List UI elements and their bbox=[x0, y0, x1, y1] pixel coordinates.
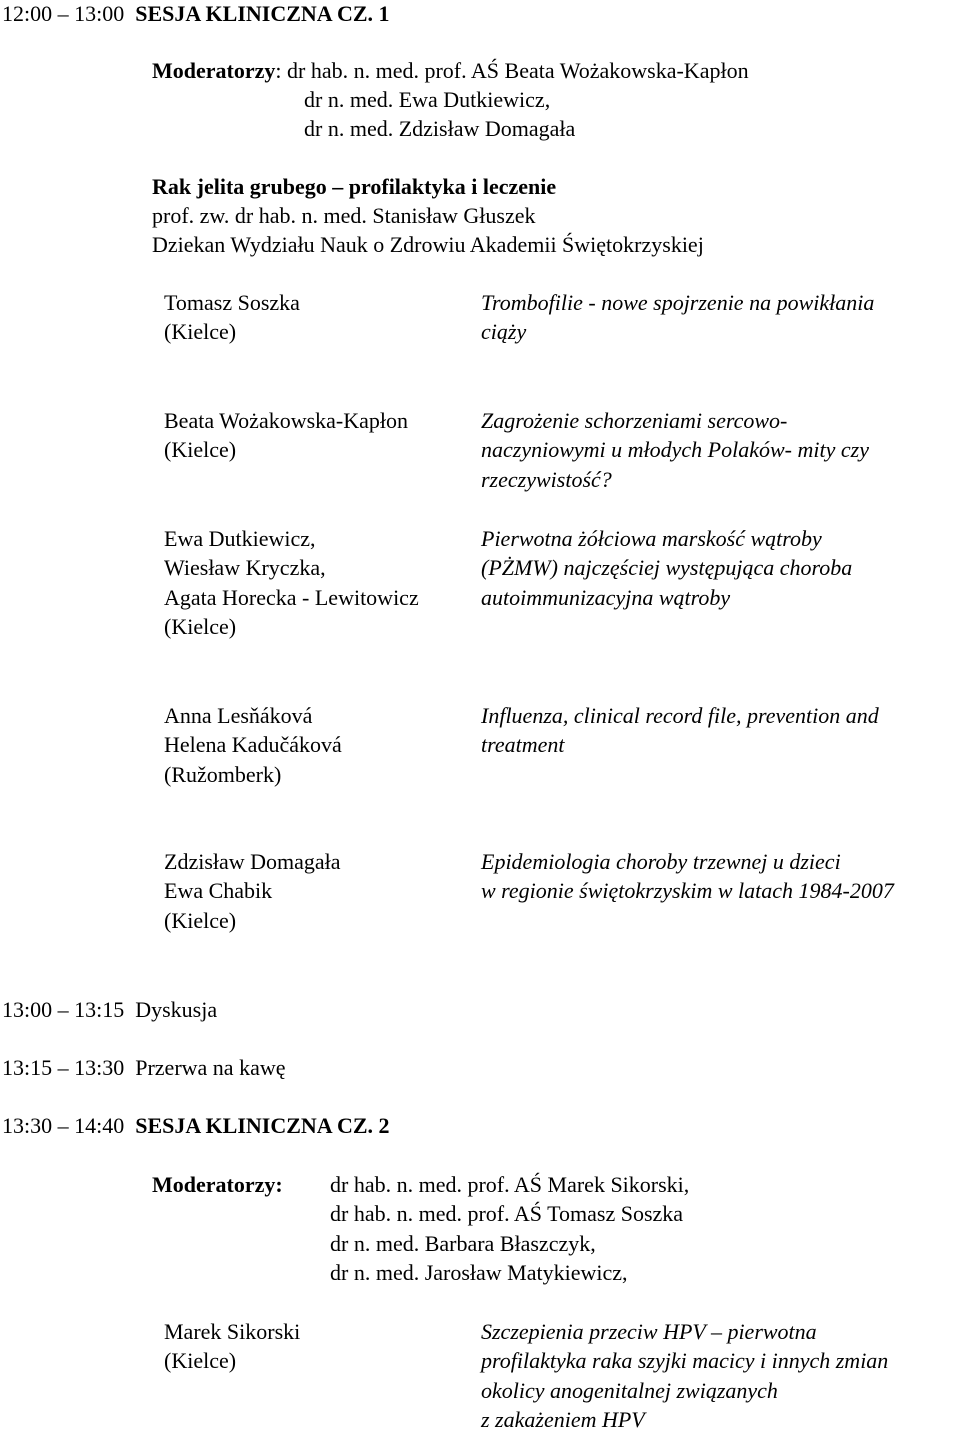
keynote-affiliation: Dziekan Wydziału Nauk o Zdrowiu Akademii Świętokrzyskiej bbox=[152, 232, 704, 257]
moderator: dr hab. n. med. prof. AŚ Marek Sikorski, bbox=[330, 1172, 690, 1197]
author-location: (Ružomberk) bbox=[164, 761, 282, 787]
break-row bbox=[2, 1053, 286, 1082]
talk-title-line: treatment bbox=[481, 732, 565, 758]
moderator-1: dr hab. n. med. prof. AŚ Beata Wożakowska-Kapłon bbox=[287, 58, 749, 83]
session1-time: 12:00 – 13:00 bbox=[2, 1, 125, 26]
talk-title-line: naczyniowymi u młodych Polaków- mity czy bbox=[481, 437, 869, 463]
author-line: Ewa Dutkiewicz, bbox=[164, 526, 316, 551]
session2-title: SESJA KLINICZNA CZ. 2 bbox=[135, 1113, 390, 1138]
session1-moderators-line bbox=[152, 56, 749, 85]
session2-header bbox=[2, 1111, 390, 1140]
break-time: 13:15 – 13:30 bbox=[2, 1055, 125, 1080]
session1-header bbox=[2, 0, 390, 28]
talk-authors bbox=[164, 1317, 300, 1376]
author-line: Beata Wożakowska-Kapłon bbox=[164, 408, 409, 433]
author-location: (Kielce) bbox=[164, 319, 237, 345]
talk-title-line: rzeczywistość? bbox=[481, 466, 612, 492]
author-line: Marek Sikorski bbox=[164, 1319, 301, 1344]
author-line: Zdzisław Domagała bbox=[164, 849, 341, 874]
author-line: Helena Kadučáková bbox=[164, 732, 342, 758]
talk-authors bbox=[164, 524, 419, 641]
author-line: Wiesław Kryczka, bbox=[164, 555, 326, 581]
author-location: (Kielce) bbox=[164, 1348, 237, 1374]
talk-title-line: ciąży bbox=[481, 319, 527, 345]
break-label: Przerwa na kawę bbox=[135, 1055, 286, 1080]
moderators-colon: : bbox=[275, 58, 282, 83]
moderator: dr hab. n. med. prof. AŚ Tomasz Soszka bbox=[330, 1201, 684, 1227]
author-line: Agata Horecka - Lewitowicz bbox=[164, 584, 419, 610]
moderator-2: dr n. med. Ewa Dutkiewicz, bbox=[304, 87, 551, 112]
session1-title: SESJA KLINICZNA CZ. 1 bbox=[135, 1, 390, 26]
author-line: Tomasz Soszka bbox=[164, 290, 300, 315]
talk-title bbox=[481, 1317, 888, 1434]
keynote-title: Rak jelita grubego – profilaktyka i leczenie bbox=[152, 174, 557, 199]
session2-time: 13:30 – 14:40 bbox=[2, 1113, 125, 1138]
talk-authors bbox=[164, 288, 300, 347]
talk-title-line: Influenza, clinical record file, prevention and bbox=[481, 703, 879, 728]
talk-title-line: Pierwotna żółciowa marskość wątroby bbox=[481, 526, 822, 551]
author-location: (Kielce) bbox=[164, 613, 237, 639]
talk-title-line: Szczepienia przeciw HPV – pierwotna bbox=[481, 1319, 817, 1344]
discussion-label: Dyskusja bbox=[135, 997, 218, 1022]
keynote-speaker: prof. zw. dr hab. n. med. Stanisław Głuszek bbox=[152, 203, 536, 228]
author-location: (Kielce) bbox=[164, 907, 237, 933]
moderators-label: Moderatorzy bbox=[152, 58, 276, 83]
talk-title bbox=[481, 524, 852, 612]
author-line: Ewa Chabik bbox=[164, 878, 273, 904]
moderator: dr n. med. Barbara Błaszczyk, bbox=[330, 1230, 596, 1256]
talk-title-line: z zakażeniem HPV bbox=[481, 1406, 645, 1432]
talk-title-line: (PŻMW) najczęściej występująca choroba bbox=[481, 555, 853, 581]
talk-title-line: okolicy anogenitalnej związanych bbox=[481, 1377, 778, 1403]
discussion-time: 13:00 – 13:15 bbox=[2, 997, 125, 1022]
talk-title bbox=[481, 701, 879, 760]
talk-title-line: Epidemiologia choroby trzewnej u dzieci bbox=[481, 849, 841, 874]
talk-title bbox=[481, 847, 894, 906]
talk-authors bbox=[164, 406, 408, 465]
talk-title-line: Zagrożenie schorzeniami sercowo- bbox=[481, 408, 788, 433]
talk-title bbox=[481, 406, 869, 494]
moderator: dr n. med. Jarosław Matykiewicz, bbox=[330, 1259, 628, 1285]
talk-title-line: autoimmunizacyjna wątroby bbox=[481, 584, 731, 610]
session2-moderators-label: Moderatorzy: bbox=[152, 1172, 283, 1197]
talk-title bbox=[481, 288, 874, 347]
talk-authors bbox=[164, 847, 341, 935]
talk-title-line: w regionie świętokrzyskim w latach 1984-2007 bbox=[481, 878, 894, 904]
talk-title-line: profilaktyka raka szyjki macicy i innych zmian bbox=[481, 1348, 889, 1374]
discussion-row bbox=[2, 995, 217, 1024]
session2-moderators bbox=[330, 1170, 689, 1287]
talk-authors bbox=[164, 701, 342, 789]
author-location: (Kielce) bbox=[164, 437, 237, 463]
author-line: Anna Lesňáková bbox=[164, 703, 313, 728]
talk-title-line: Trombofilie - nowe spojrzenie na powikłania bbox=[481, 290, 875, 315]
moderator-3: dr n. med. Zdzisław Domagała bbox=[304, 116, 576, 141]
